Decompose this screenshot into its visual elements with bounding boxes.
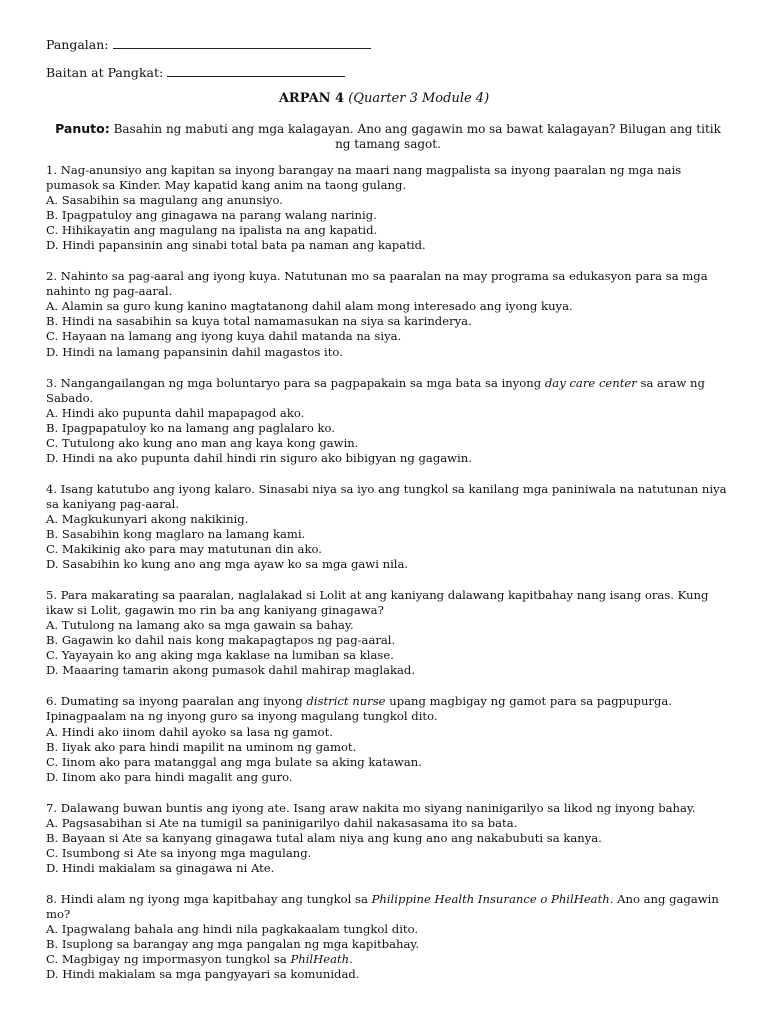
choice-d[interactable]: D. Sasabihin ko kung ano ang mga ayaw ko sa mga gawi nila.	[46, 557, 409, 572]
title-sub: (Quarter 3 Module 4)	[348, 91, 490, 106]
choice-a[interactable]: A. Alamin sa guro kung kanino magtatanong dahil alam mong interesado ang iyong kuya.	[46, 299, 573, 314]
question-stem: 1. Nag-anunsiyo ang kapitan sa inyong barangay na maari nang magpalista sa inyong paaralan ng mga nais pumasok sa Kinder. May kapatid kang anim na taong gulang.	[46, 163, 682, 193]
choice-b[interactable]: B. Bayaan si Ate sa kanyang ginagawa tutal alam niya ang kung ano ang nakabubuti sa kanya.	[46, 830, 602, 845]
title-main: ARPAN 4	[278, 91, 345, 106]
question-8	[46, 892, 730, 982]
question-stem: 4. Isang katutubo ang iyong kalaro. Sinasabi niya sa iyo ang tungkol sa kanilang mga paniniwala na natutunan niya sa kaniyang pag-aaral.	[46, 481, 727, 511]
choice-c[interactable]: C. Makikinig ako para may matutunan din ako.	[46, 542, 322, 557]
choice-c-text-end: .	[349, 952, 353, 967]
question-4	[46, 482, 730, 572]
name-blank-line[interactable]	[113, 47, 371, 49]
stem-italic-term: Philippine Health Insurance o PhilHeath	[371, 891, 610, 906]
choice-b[interactable]: B. Ipagpatuloy ang ginagawa na parang walang narinig.	[46, 208, 377, 223]
grade-section-label: Baitan at Pangkat:	[46, 65, 164, 80]
stem-text: 3. Nangangailangan ng mga boluntaryo para sa pagpapakain sa mga bata sa inyong	[46, 375, 545, 390]
choice-c[interactable]: C. Iinom ako para matanggal ang mga bulate sa aking katawan.	[46, 754, 422, 769]
stem-text: 8. Hindi alam ng iyong mga kapitbahay ang tungkol sa	[46, 891, 372, 906]
question-stem: 7. Dalawang buwan buntis ang iyong ate. Isang araw nakita mo siyang naninigarilyo sa likod ng inyong bahay.	[46, 800, 696, 815]
question-stem	[46, 694, 730, 724]
choice-d[interactable]: D. Iinom ako para hindi magalit ang guro.	[46, 769, 293, 784]
choice-c-text: C. Magbigay ng impormasyon tungkol sa	[46, 952, 291, 967]
choice-a[interactable]: A. Hindi ako pupunta dahil mapapagod ako.	[46, 405, 305, 420]
question-stem	[46, 376, 730, 406]
choice-d[interactable]: D. Hindi na lamang papansinin dahil magastos ito.	[46, 344, 343, 359]
choice-c[interactable]: C. Isumbong si Ate sa inyong mga magulang.	[46, 845, 312, 860]
choice-c[interactable]: C. Tutulong ako kung ano man ang kaya kong gawin.	[46, 435, 359, 450]
choice-d[interactable]: D. Hindi makialam sa mga pangyayari sa komunidad.	[46, 967, 360, 982]
question-list	[46, 163, 730, 998]
question-3	[46, 376, 730, 466]
grade-section-field	[46, 65, 345, 80]
choice-a[interactable]: A. Tutulong na lamang ako sa mga gawain sa bahay.	[46, 618, 354, 633]
instructions-text: Basahin ng mabuti ang mga kalagayan. Ano ang gagawin mo sa bawat kalagayan? Bilugan ang titik ng tamang sagot.	[113, 122, 721, 151]
question-stem: 5. Para makarating sa paaralan, naglalakad si Lolit at ang kaniyang dalawang kapitbahay nang isang oras. Kung ikaw si Lolit, gagawin mo rin ba ang kaniyang ginagawa?	[46, 588, 709, 618]
choice-c[interactable]: C. Yayayain ko ang aking mga kaklase na lumiban sa klase.	[46, 648, 394, 663]
choice-a[interactable]: A. Pagsasabihan si Ate na tumigil sa paninigarilyo dahil nakasasama ito sa bata.	[46, 815, 518, 830]
question-1	[46, 163, 730, 253]
stem-text-end: . Ano ang gagawin mo?	[46, 891, 719, 921]
choice-b[interactable]: B. Hindi na sasabihin sa kuya total namamasukan na siya sa karinderya.	[46, 314, 472, 329]
choice-b[interactable]: B. Isuplong sa barangay ang mga pangalan ng mga kapitbahay.	[46, 937, 420, 952]
choice-c[interactable]	[46, 952, 730, 967]
worksheet-title	[0, 91, 768, 106]
choice-d[interactable]: D. Maaaring tamarin akong pumasok dahil mahirap maglakad.	[46, 663, 416, 678]
name-field	[46, 37, 371, 52]
instructions-label: Panuto:	[55, 121, 110, 136]
question-5	[46, 588, 730, 678]
choice-d[interactable]: D. Hindi makialam sa ginagawa ni Ate.	[46, 860, 275, 875]
stem-text-end: sa araw ng Sabado.	[46, 375, 705, 405]
choice-c[interactable]: C. Hayaan na lamang ang iyong kuya dahil matanda na siya.	[46, 329, 402, 344]
question-6	[46, 694, 730, 784]
choice-b[interactable]: B. Gagawin ko dahil nais kong makapagtapos ng pag-aaral.	[46, 633, 396, 648]
stem-text: 6. Dumating sa inyong paaralan ang inyong	[46, 694, 307, 709]
choice-a[interactable]: A. Magkukunyari akong nakikinig.	[46, 511, 249, 526]
choice-a[interactable]: A. Sasabihin sa magulang ang anunsiyo.	[46, 193, 283, 208]
choice-b[interactable]: B. Ipagpapatuloy ko na lamang ang paglalaro ko.	[46, 420, 335, 435]
question-stem: 2. Nahinto sa pag-aaral ang iyong kuya. Natutunan mo sa paaralan na may programa sa edukasyon para sa mga nahinto ng pag-aaral.	[46, 269, 708, 299]
choice-d[interactable]: D. Hindi papansinin ang sinabi total bata pa naman ang kapatid.	[46, 238, 426, 253]
choice-a[interactable]: A. Hindi ako iinom dahil ayoko sa lasa ng gamot.	[46, 724, 333, 739]
choice-c-italic-term: PhilHeath	[290, 952, 350, 967]
stem-text-end: upang magbigay ng gamot para sa pagpupurga. Ipinagpaalam na ng inyong guro sa inyong magulang tungkol dito.	[46, 694, 672, 724]
question-2	[46, 269, 730, 359]
question-7	[46, 801, 730, 876]
choice-c[interactable]: C. Hihikayatin ang magulang na ipalista na ang kapatid.	[46, 223, 378, 238]
grade-section-blank-line[interactable]	[167, 75, 345, 77]
stem-italic-term: day care center	[544, 375, 637, 390]
choice-b[interactable]: B. Sasabihin kong maglaro na lamang kami.	[46, 526, 306, 541]
stem-italic-term: district nurse	[306, 694, 386, 709]
question-stem	[46, 892, 730, 922]
choice-a[interactable]: A. Ipagwalang bahala ang hindi nila pagkakaalam tungkol dito.	[46, 922, 419, 937]
name-label: Pangalan:	[46, 37, 109, 52]
choice-b[interactable]: B. Iiyak ako para hindi mapilit na uminom ng gamot.	[46, 739, 357, 754]
instructions	[46, 121, 730, 152]
choice-d[interactable]: D. Hindi na ako pupunta dahil hindi rin siguro ako bibigyan ng gagawin.	[46, 450, 472, 465]
